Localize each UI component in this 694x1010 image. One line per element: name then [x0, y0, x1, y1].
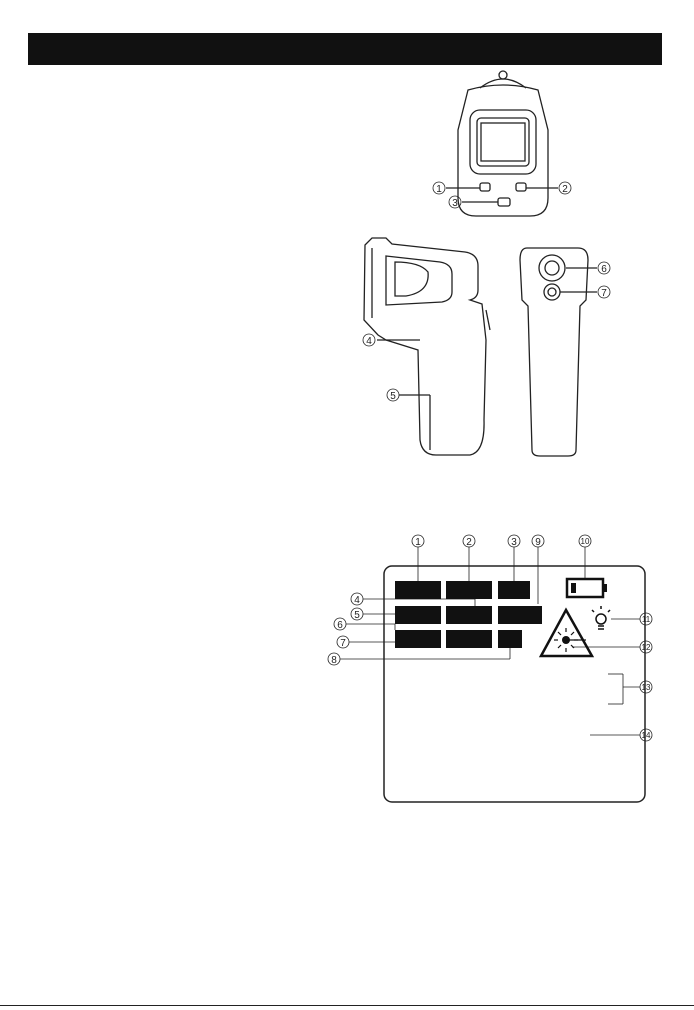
- lcd-frame: [384, 566, 645, 802]
- svg-text:6: 6: [601, 264, 607, 275]
- svg-text:7: 7: [601, 288, 607, 299]
- svg-text:1: 1: [436, 184, 442, 195]
- svg-text:3: 3: [452, 198, 458, 209]
- device-front-view: [520, 248, 597, 456]
- svg-text:14: 14: [641, 731, 651, 740]
- svg-text:9: 9: [535, 537, 541, 548]
- lcd-segment-labels: [395, 581, 542, 648]
- device-top-view: [446, 71, 558, 216]
- svg-text:11: 11: [641, 615, 651, 624]
- svg-text:8: 8: [331, 655, 337, 666]
- device-side-view: [364, 238, 490, 455]
- svg-text:7: 7: [340, 638, 346, 649]
- svg-text:2: 2: [562, 184, 568, 195]
- svg-text:6: 6: [337, 620, 343, 631]
- battery-icon: [567, 579, 607, 597]
- backlight-bulb-icon: [592, 606, 610, 629]
- svg-text:10: 10: [580, 537, 590, 546]
- side-view-callouts: [363, 334, 399, 402]
- laser-warning-icon: [541, 610, 592, 656]
- top-view-callouts: [433, 182, 571, 209]
- svg-text:5: 5: [390, 391, 396, 402]
- svg-text:1: 1: [415, 537, 421, 548]
- svg-text:4: 4: [366, 336, 372, 347]
- lcd-diagram: [328, 535, 652, 802]
- front-view-callouts: [598, 262, 610, 299]
- svg-text:2: 2: [466, 537, 472, 548]
- svg-text:4: 4: [354, 595, 360, 606]
- svg-text:5: 5: [354, 610, 360, 621]
- svg-text:12: 12: [641, 643, 651, 652]
- bottom-rule: [0, 1005, 694, 1006]
- svg-text:13: 13: [641, 683, 651, 692]
- svg-text:3: 3: [511, 537, 517, 548]
